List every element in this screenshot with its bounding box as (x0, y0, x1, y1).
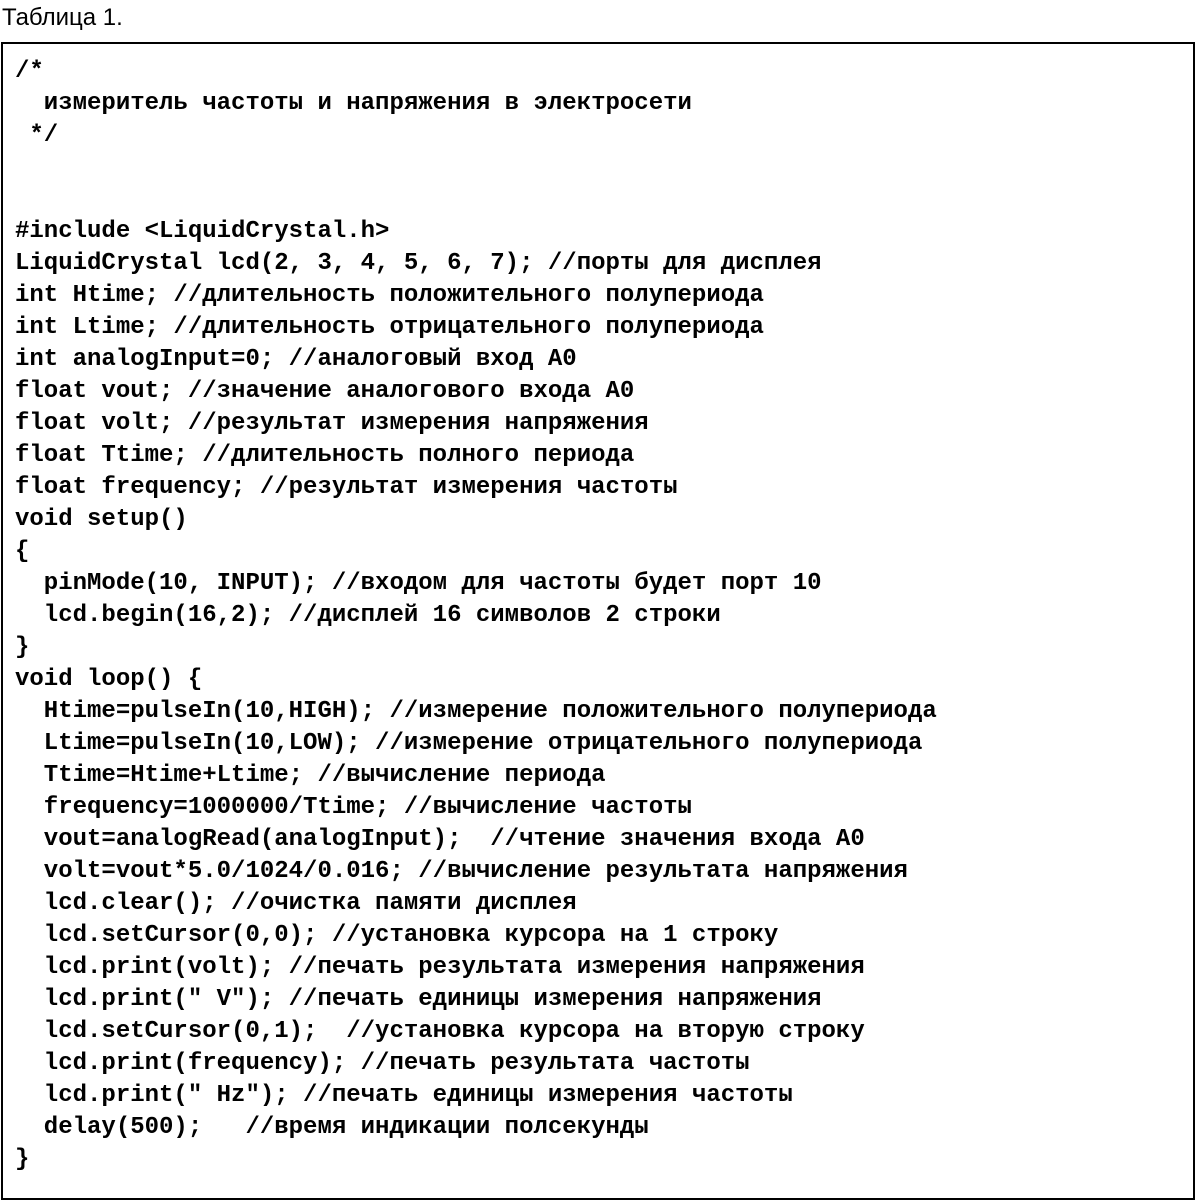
code-line: Htime=pulseIn(10,HIGH); //измерение положительного полупериода (15, 698, 937, 725)
code-line: vout=analogRead(analogInput); //чтение значения входа A0 (15, 826, 865, 853)
code-line: void loop() { (15, 666, 203, 693)
code-listing (15, 56, 937, 1176)
code-line: LiquidCrystal lcd(2, 3, 4, 5, 6, 7); //порты для дисплея (15, 250, 822, 277)
code-line: float Ttime; //длительность полного периода (15, 442, 635, 469)
code-line: float vout; //значение аналогового входа A0 (15, 378, 635, 405)
code-line (15, 184, 937, 216)
code-line: delay(500); //время индикации полсекунды (15, 1114, 649, 1141)
code-line: lcd.print(" V"); //печать единицы измерения напряжения (15, 986, 822, 1013)
code-line: Ltime=pulseIn(10,LOW); //измерение отрицательного полупериода (15, 730, 923, 757)
code-line: frequency=1000000/Ttime; //вычисление частоты (15, 794, 692, 821)
code-line (15, 152, 937, 184)
code-line: lcd.begin(16,2); //дисплей 16 символов 2 строки (15, 602, 721, 629)
code-line: lcd.clear(); //очистка памяти дисплея (15, 890, 577, 917)
code-line: Ttime=Htime+Ltime; //вычисление периода (15, 762, 606, 789)
code-line: } (15, 634, 30, 661)
code-line: { (15, 538, 30, 565)
code-line: lcd.print(frequency); //печать результата частоты (15, 1050, 750, 1077)
code-line: /* (15, 58, 44, 85)
code-line: } (15, 1146, 30, 1173)
code-line: lcd.print(" Hz"); //печать единицы измерения частоты (15, 1082, 793, 1109)
code-line: int Htime; //длительность положительного полупериода (15, 282, 764, 309)
code-line: pinMode(10, INPUT); //входом для частоты будет порт 10 (15, 570, 822, 597)
code-listing-box (1, 42, 1195, 1200)
table-caption: Таблица 1. (2, 4, 123, 31)
code-line: float volt; //результат измерения напряжения (15, 410, 649, 437)
code-line: int Ltime; //длительность отрицательного полупериода (15, 314, 764, 341)
code-line: */ (15, 122, 59, 149)
code-line: float frequency; //результат измерения частоты (15, 474, 678, 501)
code-line: lcd.setCursor(0,1); //установка курсора на вторую строку (15, 1018, 865, 1045)
code-line: lcd.setCursor(0,0); //установка курсора на 1 строку (15, 922, 779, 949)
code-line: измеритель частоты и напряжения в электросети (15, 90, 692, 117)
code-line: #include <LiquidCrystal.h> (15, 218, 390, 245)
code-line: lcd.print(volt); //печать результата измерения напряжения (15, 954, 865, 981)
code-line: void setup() (15, 506, 188, 533)
code-line: volt=vout*5.0/1024/0.016; //вычисление результата напряжения (15, 858, 908, 885)
code-line: int analogInput=0; //аналоговый вход A0 (15, 346, 577, 373)
